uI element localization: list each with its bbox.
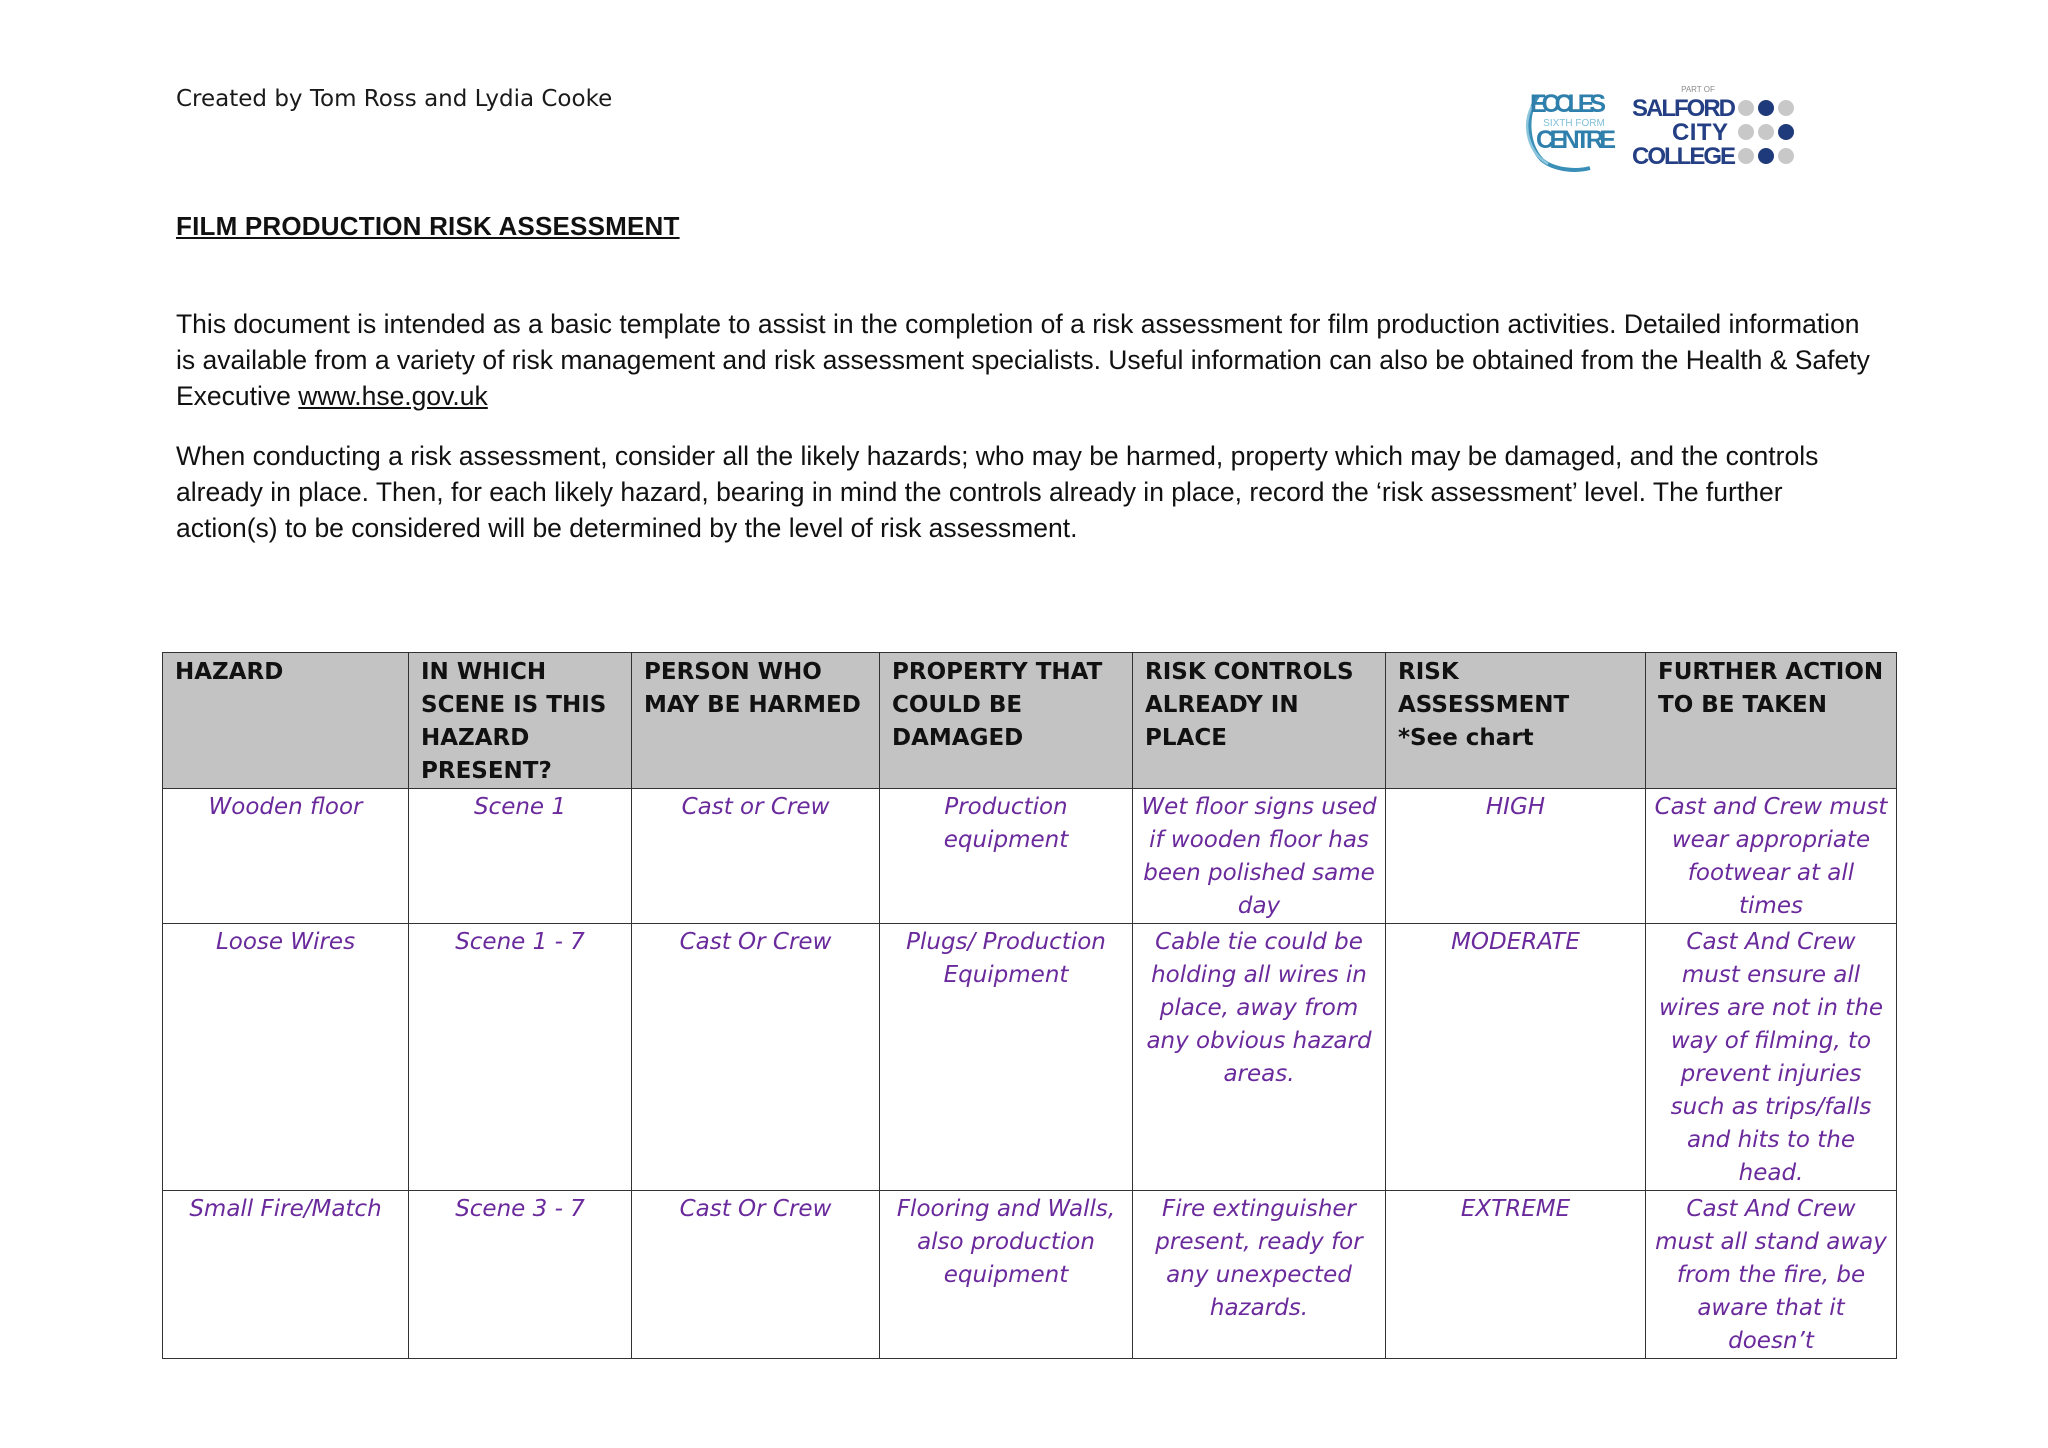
table-row (163, 1191, 1897, 1359)
cell-controls: Wet floor signs used if wooden floor has been polished same day (1133, 789, 1386, 924)
cell-further-action: Cast And Crew must ensure all wires are not in the way of filming, to prevent injuries such as trips/falls and hits to the head. (1646, 924, 1897, 1191)
cell-hazard: Loose Wires (163, 924, 409, 1191)
cell-scene: Scene 3 - 7 (409, 1191, 632, 1359)
salford-logo-word-3: COLLEGE (1632, 143, 1736, 170)
risk-assessment-table (162, 652, 1897, 1359)
cell-scene: Scene 1 - 7 (409, 924, 632, 1191)
cell-property: Production equipment (880, 789, 1133, 924)
salford-logo-word-1: SALFORD (1632, 95, 1736, 122)
cell-hazard: Small Fire/Match (163, 1191, 409, 1359)
header-controls: RISK CONTROLS ALREADY IN PLACE (1133, 653, 1386, 789)
intro-text (176, 306, 1876, 546)
header-property: PROPERTY THAT COULD BE DAMAGED (880, 653, 1133, 789)
intro-paragraph-1-text: This document is intended as a basic template to assist in the completion of a risk assessment for film production activities. Detailed information is available from a variety of risk management and risk assessment specialists. Useful information can also be obtained from the Health & Safety Executive (176, 309, 1870, 411)
cell-risk-level: MODERATE (1386, 924, 1646, 1191)
intro-paragraph-1 (176, 306, 1876, 414)
created-by-line: Created by Tom Ross and Lydia Cooke (176, 86, 613, 112)
cell-person: Cast Or Crew (632, 924, 880, 1191)
cell-property: Plugs/ Production Equipment (880, 924, 1133, 1191)
cell-risk-level: HIGH (1386, 789, 1646, 924)
eccles-logo (1527, 90, 1616, 170)
header-risk-level: RISK ASSESSMENT *See chart (1386, 653, 1646, 789)
cell-further-action: Cast And Crew must all stand away from the fire, be aware that it doesn’t (1646, 1191, 1897, 1359)
header-person: PERSON WHO MAY BE HARMED (632, 653, 880, 789)
salford-logo-tag: PART OF (1681, 85, 1715, 94)
cell-scene: Scene 1 (409, 789, 632, 924)
header-scene: IN WHICH SCENE IS THIS HAZARD PRESENT? (409, 653, 632, 789)
cell-property: Flooring and Walls, also production equipment (880, 1191, 1133, 1359)
hse-link[interactable]: www.hse.gov.uk (298, 381, 488, 411)
eccles-logo-word-1: ECCLES (1530, 90, 1606, 118)
table-header-row (163, 653, 1897, 789)
cell-person: Cast Or Crew (632, 1191, 880, 1359)
header-hazard: HAZARD (163, 653, 409, 789)
eccles-logo-word-2: SIXTH FORM (1543, 118, 1605, 129)
cell-person: Cast or Crew (632, 789, 880, 924)
cell-further-action: Cast and Crew must wear appropriate footwear at all times (1646, 789, 1897, 924)
salford-logo-word-2: CITY (1672, 119, 1728, 146)
header-further-action: FURTHER ACTION TO BE TAKEN (1646, 653, 1897, 789)
document-title: FILM PRODUCTION RISK ASSESSMENT (176, 211, 680, 241)
eccles-logo-word-3: CENTRE (1536, 126, 1616, 154)
intro-paragraph-2: When conducting a risk assessment, consider all the likely hazards; who may be harmed, property which may be damaged, and the controls already in place. Then, for each likely hazard, bearing in mind the controls already in place, record the ‘risk assessment’ level. The further action(s) to be considered will be determined by the level of risk assessment. (176, 441, 1819, 543)
cell-risk-level: EXTREME (1386, 1191, 1646, 1359)
cell-controls: Fire extinguisher present, ready for any unexpected hazards. (1133, 1191, 1386, 1359)
cell-hazard: Wooden floor (163, 789, 409, 924)
cell-controls: Cable tie could be holding all wires in place, away from any obvious hazard areas. (1133, 924, 1386, 1191)
table-row (163, 789, 1897, 924)
table-row (163, 924, 1897, 1191)
college-logos (1524, 82, 1864, 172)
salford-logo (1632, 85, 1794, 170)
